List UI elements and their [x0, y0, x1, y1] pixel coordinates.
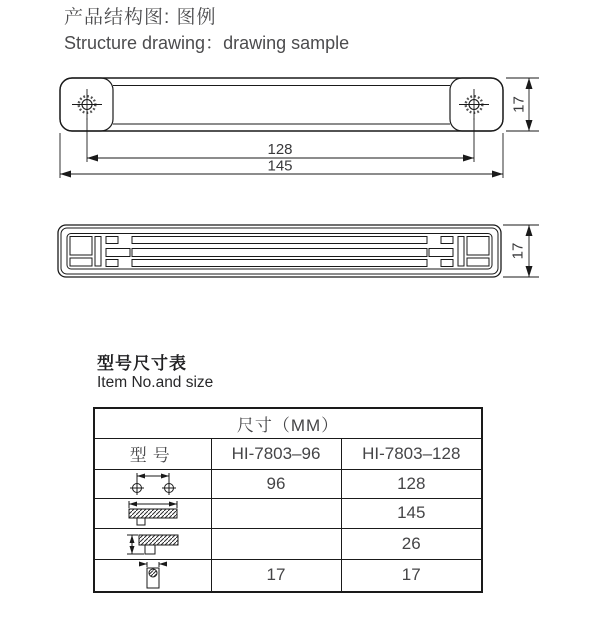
value-width-128: 17 [341, 559, 482, 592]
model-name-128: HI-7803–128 [341, 438, 482, 469]
handle-front-view-drawing [40, 60, 560, 185]
dim-label-front-height: 17 [510, 96, 528, 113]
dim-label-overall-length: 145 [267, 157, 293, 175]
dim-label-bottom-height: 17 [509, 242, 527, 260]
value-hole-distance-128: 128 [341, 469, 482, 498]
profile-height-icon-cell [94, 528, 211, 559]
overall-length-icon [120, 499, 186, 527]
handle-front-outline [60, 78, 503, 131]
profile-height-icon [120, 530, 186, 558]
page-title-en: Structure drawing：drawing sample [64, 33, 350, 53]
profile-width-icon-cell [94, 559, 211, 592]
value-overall-length-96 [211, 498, 341, 528]
value-overall-length-128: 145 [341, 498, 482, 528]
table-row-hole-distance [94, 469, 482, 498]
page-title-cn: 产品结构图: 图例 [64, 7, 217, 28]
table-row-height [94, 528, 482, 559]
size-table [93, 407, 483, 593]
dimension-lines [60, 78, 539, 178]
bottom-view-rib-pattern [70, 237, 489, 267]
handle-bottom-view-drawing [40, 215, 560, 290]
table-row-overall-length [94, 498, 482, 528]
value-hole-distance-96: 96 [211, 469, 341, 498]
table-title-cn: 型号尺寸表 [97, 354, 187, 373]
value-width-96: 17 [211, 559, 341, 592]
profile-width-icon [132, 560, 174, 590]
hole-distance-icon-cell [94, 469, 211, 498]
value-height-96 [211, 528, 341, 559]
bottom-view-outline [58, 225, 501, 277]
overall-length-icon-cell [94, 498, 211, 528]
table-title-en: Item No.and size [97, 374, 214, 391]
left-screw-hole-icon [72, 89, 102, 120]
hole-distance-icon [120, 471, 186, 497]
value-height-128: 26 [341, 528, 482, 559]
model-name-96: HI-7803–96 [211, 438, 341, 469]
dim-label-hole-distance: 128 [267, 141, 293, 158]
model-col-header: 型号 [94, 438, 211, 469]
table-row-width [94, 559, 482, 592]
unit-header-cell: 尺寸（MM） [94, 408, 482, 438]
right-screw-hole-icon [459, 89, 489, 120]
page-header [64, 5, 349, 56]
